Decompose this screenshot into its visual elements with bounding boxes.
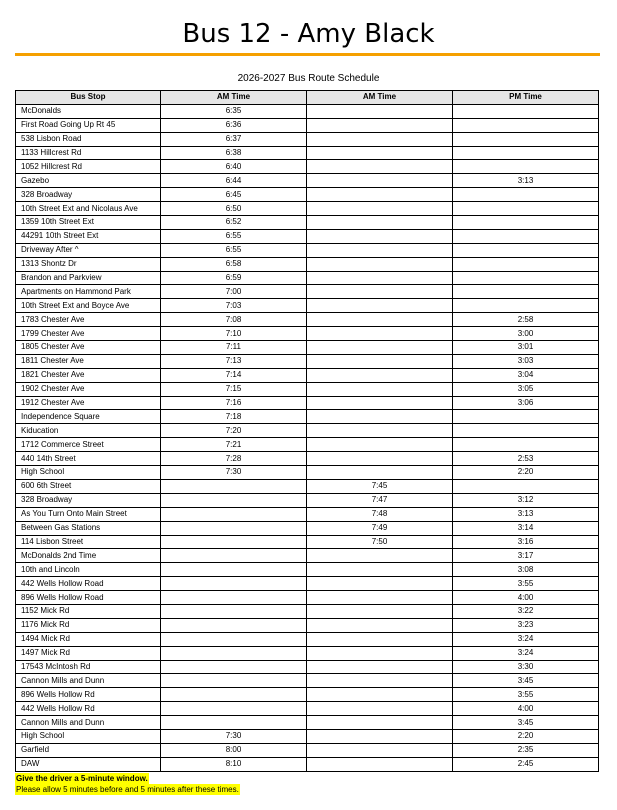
pm-time-cell: 3:13 — [453, 174, 599, 188]
am-time-cell: 7:13 — [161, 354, 307, 368]
am-time-cell — [161, 591, 307, 605]
pm-time-cell: 3:17 — [453, 549, 599, 563]
am-time-cell: 7:14 — [161, 368, 307, 382]
bus-stop-cell: 1359 10th Street Ext — [16, 216, 161, 230]
am-time-cell — [161, 507, 307, 521]
am-time-cell: 6:52 — [161, 216, 307, 230]
table-row — [16, 549, 599, 563]
am-time-2-cell — [307, 354, 453, 368]
bus-stop-cell: 1783 Chester Ave — [16, 313, 161, 327]
pm-time-cell: 3:05 — [453, 382, 599, 396]
am-time-2-cell — [307, 132, 453, 146]
pm-time-cell — [453, 285, 599, 299]
pm-time-cell: 2:20 — [453, 729, 599, 743]
table-row — [16, 716, 599, 730]
am-time-2-cell: 7:47 — [307, 493, 453, 507]
time-allowance-note: Please allow 5 minutes before and 5 minutes after these times. — [16, 785, 239, 794]
table-body — [16, 104, 599, 771]
table-row — [16, 424, 599, 438]
bus-stop-cell: Brandon and Parkview — [16, 271, 161, 285]
pm-time-cell — [453, 257, 599, 271]
bus-stop-cell: High School — [16, 729, 161, 743]
table-row — [16, 396, 599, 410]
schedule-table — [15, 90, 599, 772]
am-time-cell: 7:08 — [161, 313, 307, 327]
am-time-2-cell — [307, 146, 453, 160]
bus-stop-cell: 600 6th Street — [16, 479, 161, 493]
am-time-cell — [161, 535, 307, 549]
am-time-2-cell — [307, 549, 453, 563]
pm-time-cell — [453, 299, 599, 313]
pm-time-cell — [453, 188, 599, 202]
pm-time-cell: 3:55 — [453, 688, 599, 702]
am-time-cell: 6:37 — [161, 132, 307, 146]
table-row — [16, 327, 599, 341]
am-time-cell — [161, 716, 307, 730]
bus-stop-cell: High School — [16, 466, 161, 480]
bus-stop-cell: 1805 Chester Ave — [16, 341, 161, 355]
pm-time-cell — [453, 132, 599, 146]
bus-stop-cell: 328 Broadway — [16, 493, 161, 507]
pm-time-cell — [453, 104, 599, 118]
bus-stop-cell: 114 Lisbon Street — [16, 535, 161, 549]
bus-stop-cell: 10th and Lincoln — [16, 563, 161, 577]
table-row — [16, 438, 599, 452]
pm-time-cell — [453, 160, 599, 174]
am-time-cell — [161, 660, 307, 674]
am-time-cell: 6:59 — [161, 271, 307, 285]
pm-time-cell: 2:35 — [453, 743, 599, 757]
am-time-cell: 7:10 — [161, 327, 307, 341]
bus-stop-cell: 10th Street Ext and Nicolaus Ave — [16, 202, 161, 216]
am-time-2-cell — [307, 243, 453, 257]
am-time-cell — [161, 521, 307, 535]
am-time-cell: 6:40 — [161, 160, 307, 174]
am-time-2-cell — [307, 591, 453, 605]
pm-time-cell: 3:22 — [453, 604, 599, 618]
am-time-2-cell — [307, 396, 453, 410]
pm-time-cell — [453, 146, 599, 160]
bus-stop-cell: Kiducation — [16, 424, 161, 438]
am-time-2-cell — [307, 646, 453, 660]
table-row — [16, 702, 599, 716]
pm-time-cell: 3:04 — [453, 368, 599, 382]
pm-time-cell: 2:58 — [453, 313, 599, 327]
am-time-2-cell — [307, 729, 453, 743]
bus-stop-cell: 44291 10th Street Ext — [16, 229, 161, 243]
bus-stop-cell: As You Turn Onto Main Street — [16, 507, 161, 521]
am-time-2-cell — [307, 118, 453, 132]
pm-time-cell — [453, 424, 599, 438]
pm-time-cell: 3:06 — [453, 396, 599, 410]
am-time-2-cell — [307, 757, 453, 771]
bus-stop-cell: 1821 Chester Ave — [16, 368, 161, 382]
am-time-cell: 7:30 — [161, 466, 307, 480]
title-divider — [15, 53, 600, 56]
pm-time-cell — [453, 271, 599, 285]
am-time-2-cell — [307, 410, 453, 424]
table-row — [16, 313, 599, 327]
am-time-2-cell — [307, 688, 453, 702]
am-time-2-cell — [307, 271, 453, 285]
am-time-2-cell — [307, 743, 453, 757]
pm-time-cell — [453, 410, 599, 424]
bus-stop-cell: 442 Wells Hollow Road — [16, 577, 161, 591]
am-time-cell — [161, 688, 307, 702]
table-row — [16, 479, 599, 493]
am-time-2-cell — [307, 702, 453, 716]
am-time-cell: 7:03 — [161, 299, 307, 313]
am-time-2-cell — [307, 604, 453, 618]
table-row — [16, 688, 599, 702]
bus-stop-cell: Between Gas Stations — [16, 521, 161, 535]
table-row — [16, 104, 599, 118]
pm-time-cell — [453, 216, 599, 230]
am-time-2-cell — [307, 174, 453, 188]
bus-stop-cell: McDonalds 2nd Time — [16, 549, 161, 563]
table-row — [16, 354, 599, 368]
table-row — [16, 368, 599, 382]
bus-stop-cell: Independence Square — [16, 410, 161, 424]
am-time-2-cell: 7:50 — [307, 535, 453, 549]
am-time-cell: 6:36 — [161, 118, 307, 132]
bus-stop-cell: 10th Street Ext and Boyce Ave — [16, 299, 161, 313]
bus-stop-cell: 1052 Hillcrest Rd — [16, 160, 161, 174]
table-row — [16, 160, 599, 174]
table-row — [16, 118, 599, 132]
am-time-cell: 6:50 — [161, 202, 307, 216]
bus-stop-cell: Gazebo — [16, 174, 161, 188]
am-time-2-cell — [307, 466, 453, 480]
table-row — [16, 646, 599, 660]
pm-time-cell: 3:30 — [453, 660, 599, 674]
table-row — [16, 174, 599, 188]
bus-stop-cell: Cannon Mills and Dunn — [16, 716, 161, 730]
bus-stop-cell: 1811 Chester Ave — [16, 354, 161, 368]
bus-stop-cell: Cannon Mills and Dunn — [16, 674, 161, 688]
bus-stop-cell: DAW — [16, 757, 161, 771]
table-row — [16, 132, 599, 146]
am-time-cell: 7:15 — [161, 382, 307, 396]
am-time-2-cell — [307, 577, 453, 591]
am-time-2-cell — [307, 160, 453, 174]
am-time-2-cell — [307, 438, 453, 452]
pm-time-cell: 3:24 — [453, 646, 599, 660]
am-time-2-cell — [307, 424, 453, 438]
am-time-2-cell — [307, 452, 453, 466]
am-time-cell — [161, 674, 307, 688]
am-time-cell: 7:30 — [161, 729, 307, 743]
table-row — [16, 146, 599, 160]
am-time-cell: 6:38 — [161, 146, 307, 160]
table-row — [16, 299, 599, 313]
driver-window-note: Give the driver a 5-minute window. — [16, 774, 148, 783]
am-time-2-cell — [307, 632, 453, 646]
am-time-cell: 6:58 — [161, 257, 307, 271]
table-row — [16, 257, 599, 271]
pm-time-cell: 3:01 — [453, 341, 599, 355]
am-time-2-cell — [307, 202, 453, 216]
am-time-cell — [161, 493, 307, 507]
table-row — [16, 507, 599, 521]
am-time-2-cell — [307, 299, 453, 313]
bus-stop-cell: Apartments on Hammond Park — [16, 285, 161, 299]
am-time-2-cell — [307, 618, 453, 632]
table-row — [16, 757, 599, 771]
pm-time-cell — [453, 243, 599, 257]
table-row — [16, 521, 599, 535]
am-time-2-cell — [307, 257, 453, 271]
table-row — [16, 341, 599, 355]
pm-time-cell: 3:08 — [453, 563, 599, 577]
am-time-cell — [161, 563, 307, 577]
bus-stop-cell: 1497 Mick Rd — [16, 646, 161, 660]
pm-time-cell: 3:03 — [453, 354, 599, 368]
pm-time-cell: 3:12 — [453, 493, 599, 507]
pm-time-cell: 4:00 — [453, 702, 599, 716]
am-time-2-cell — [307, 341, 453, 355]
table-row — [16, 493, 599, 507]
pm-time-cell: 2:45 — [453, 757, 599, 771]
pm-time-cell: 2:53 — [453, 452, 599, 466]
column-header-am-time: AM Time — [161, 91, 307, 105]
table-row — [16, 591, 599, 605]
bus-stop-cell: 896 Wells Hollow Road — [16, 591, 161, 605]
am-time-cell: 6:55 — [161, 229, 307, 243]
am-time-2-cell: 7:45 — [307, 479, 453, 493]
pm-time-cell: 3:16 — [453, 535, 599, 549]
table-row — [16, 604, 599, 618]
am-time-cell — [161, 646, 307, 660]
am-time-cell: 8:00 — [161, 743, 307, 757]
table-row — [16, 632, 599, 646]
am-time-cell — [161, 577, 307, 591]
pm-time-cell — [453, 479, 599, 493]
schedule-subtitle: 2026-2027 Bus Route Schedule — [237, 73, 380, 84]
pm-time-cell: 3:55 — [453, 577, 599, 591]
am-time-2-cell — [307, 563, 453, 577]
table-row — [16, 229, 599, 243]
pm-time-cell: 3:24 — [453, 632, 599, 646]
table-row — [16, 216, 599, 230]
pm-time-cell: 3:13 — [453, 507, 599, 521]
bus-stop-cell: 328 Broadway — [16, 188, 161, 202]
bus-stop-cell: 1133 Hillcrest Rd — [16, 146, 161, 160]
pm-time-cell: 3:45 — [453, 716, 599, 730]
pm-time-cell — [453, 202, 599, 216]
pm-time-cell: 3:00 — [453, 327, 599, 341]
am-time-cell: 7:18 — [161, 410, 307, 424]
table-row — [16, 452, 599, 466]
table-row — [16, 202, 599, 216]
bus-stop-cell: 538 Lisbon Road — [16, 132, 161, 146]
table-row — [16, 188, 599, 202]
bus-stop-cell: 1712 Commerce Street — [16, 438, 161, 452]
table-row — [16, 674, 599, 688]
am-time-2-cell — [307, 660, 453, 674]
table-row — [16, 618, 599, 632]
bus-stop-cell: Garfield — [16, 743, 161, 757]
bus-stop-cell: 896 Wells Hollow Rd — [16, 688, 161, 702]
am-time-cell: 7:16 — [161, 396, 307, 410]
am-time-2-cell — [307, 716, 453, 730]
pm-time-cell: 2:20 — [453, 466, 599, 480]
am-time-2-cell — [307, 313, 453, 327]
table-header-row — [16, 91, 599, 105]
pm-time-cell: 3:14 — [453, 521, 599, 535]
bus-stop-cell: McDonalds — [16, 104, 161, 118]
bus-stop-cell: 1313 Shontz Dr — [16, 257, 161, 271]
page-title: Bus 12 - Amy Black — [182, 19, 435, 49]
am-time-2-cell — [307, 674, 453, 688]
am-time-2-cell: 7:48 — [307, 507, 453, 521]
am-time-2-cell — [307, 327, 453, 341]
table-row — [16, 271, 599, 285]
table-row — [16, 285, 599, 299]
pm-time-cell — [453, 229, 599, 243]
am-time-2-cell — [307, 382, 453, 396]
table-row — [16, 743, 599, 757]
am-time-cell: 7:11 — [161, 341, 307, 355]
pm-time-cell — [453, 438, 599, 452]
am-time-cell: 7:00 — [161, 285, 307, 299]
table-row — [16, 729, 599, 743]
am-time-cell: 8:10 — [161, 757, 307, 771]
am-time-2-cell: 7:49 — [307, 521, 453, 535]
am-time-cell: 6:45 — [161, 188, 307, 202]
am-time-2-cell — [307, 104, 453, 118]
bus-stop-cell: 1799 Chester Ave — [16, 327, 161, 341]
am-time-cell — [161, 618, 307, 632]
bus-stop-cell: 440 14th Street — [16, 452, 161, 466]
bus-stop-cell: 442 Wells Hollow Rd — [16, 702, 161, 716]
column-header-pm-time: PM Time — [453, 91, 599, 105]
pm-time-cell: 3:23 — [453, 618, 599, 632]
bus-stop-cell: Driveway After ^ — [16, 243, 161, 257]
bus-stop-cell: 1176 Mick Rd — [16, 618, 161, 632]
am-time-cell: 7:20 — [161, 424, 307, 438]
am-time-cell — [161, 702, 307, 716]
bus-stop-cell: 1912 Chester Ave — [16, 396, 161, 410]
bus-stop-cell: 1494 Mick Rd — [16, 632, 161, 646]
table-row — [16, 577, 599, 591]
am-time-cell — [161, 479, 307, 493]
am-time-cell — [161, 604, 307, 618]
pm-time-cell: 4:00 — [453, 591, 599, 605]
bus-stop-cell: First Road Going Up Rt 45 — [16, 118, 161, 132]
table-row — [16, 243, 599, 257]
table-row — [16, 410, 599, 424]
am-time-cell — [161, 549, 307, 563]
am-time-cell: 7:21 — [161, 438, 307, 452]
table-row — [16, 660, 599, 674]
am-time-cell: 6:44 — [161, 174, 307, 188]
table-row — [16, 382, 599, 396]
bus-stop-cell: 17543 McIntosh Rd — [16, 660, 161, 674]
am-time-cell — [161, 632, 307, 646]
am-time-2-cell — [307, 188, 453, 202]
table-row — [16, 563, 599, 577]
am-time-2-cell — [307, 229, 453, 243]
am-time-cell: 7:28 — [161, 452, 307, 466]
pm-time-cell — [453, 118, 599, 132]
table-row — [16, 466, 599, 480]
am-time-2-cell — [307, 216, 453, 230]
table-row — [16, 535, 599, 549]
column-header-bus-stop: Bus Stop — [16, 91, 161, 105]
column-header-am-time-2: AM Time — [307, 91, 453, 105]
bus-stop-cell: 1902 Chester Ave — [16, 382, 161, 396]
am-time-cell: 6:35 — [161, 104, 307, 118]
am-time-2-cell — [307, 285, 453, 299]
bus-stop-cell: 1152 Mick Rd — [16, 604, 161, 618]
pm-time-cell: 3:45 — [453, 674, 599, 688]
am-time-2-cell — [307, 368, 453, 382]
am-time-cell: 6:55 — [161, 243, 307, 257]
